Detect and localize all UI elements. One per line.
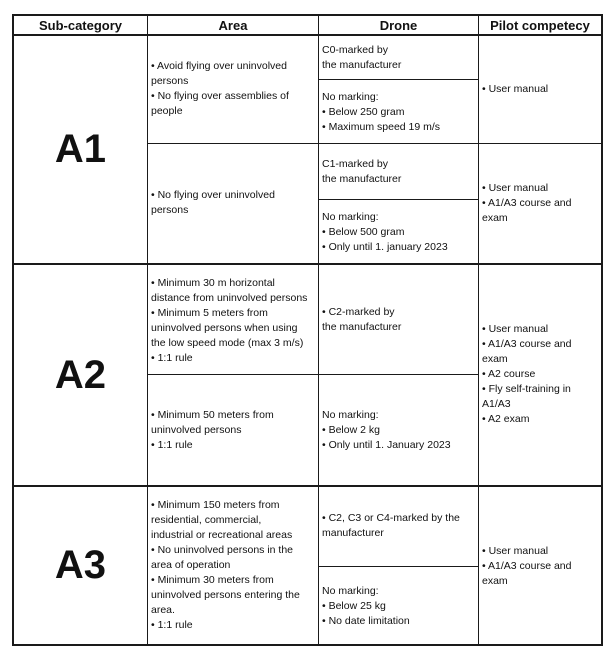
col-divider-3 — [478, 14, 479, 646]
a3-drone-marked: • C2, C3 or C4-marked by the manufacturer — [322, 512, 460, 539]
header-drone: Drone — [379, 17, 418, 33]
border-bottom — [12, 644, 603, 646]
category-a3: A3 — [54, 543, 107, 587]
a3-area: • Minimum 150 meters from residential, commercial, industrial or recreational areas • No uninvolved persons in the area of operation • Minimum 30 meters from uninvolved persons entering the area. • 1:1 rule — [151, 499, 300, 631]
category-a1: A1 — [54, 127, 107, 171]
a1-s2-drone-marked: C1-marked by the manufacturer — [322, 158, 402, 185]
a1-s1-drone-unmarked: No marking: • Below 250 gram • Maximum speed 19 m/s — [322, 91, 441, 133]
a1-s2-pilot: • User manual • A1/A3 course and exam — [482, 182, 572, 224]
category-a2: A2 — [54, 352, 107, 397]
header-pilot-competency: Pilot competecy — [490, 17, 590, 33]
col-divider-1 — [147, 14, 148, 646]
a1-s1-pilot: • User manual — [482, 83, 549, 95]
a2-drone-marked: • C2-marked by the manufacturer — [322, 306, 402, 333]
header-subcategory: Sub-category — [38, 17, 123, 33]
a2-area-bottom: • Minimum 50 meters from uninvolved persons • 1:1 rule — [151, 409, 274, 451]
a2-drone-unmarked: No marking: • Below 2 kg • Only until 1. January 2023 — [322, 409, 451, 451]
a1-s1-drone-marked: C0-marked by the manufacturer — [322, 44, 402, 71]
a1-s2-area: • No flying over uninvolved persons — [151, 189, 275, 216]
a2-area-top: • Minimum 30 m horizontal distance from uninvolved persons • Minimum 5 meters from uninvolved persons when using the low speed mode (max 3 m/s) • 1:1 rule — [151, 277, 308, 364]
a2-pilot: • User manual • A1/A3 course and exam • A2 course • Fly self-training in A1/A3 • A2 exam — [482, 323, 572, 425]
col-divider-2 — [318, 14, 319, 646]
header-area: Area — [218, 17, 248, 33]
a1-section-divider — [147, 143, 603, 144]
a3-drone-divider — [318, 566, 478, 567]
a3-pilot: • User manual • A1/A3 course and exam — [482, 545, 572, 587]
a3-drone-unmarked: No marking: • Below 25 kg • No date limitation — [322, 585, 410, 627]
border-right — [601, 14, 603, 646]
a1-s1-drone-divider — [318, 79, 478, 80]
a2-split-divider — [147, 374, 478, 375]
a1-s2-drone-unmarked: No marking: • Below 500 gram • Only until 1. january 2023 — [322, 211, 448, 253]
a1-s1-area: • Avoid flying over uninvolved persons • No flying over assemblies of people — [151, 60, 289, 117]
a1-s2-drone-divider — [318, 199, 478, 200]
